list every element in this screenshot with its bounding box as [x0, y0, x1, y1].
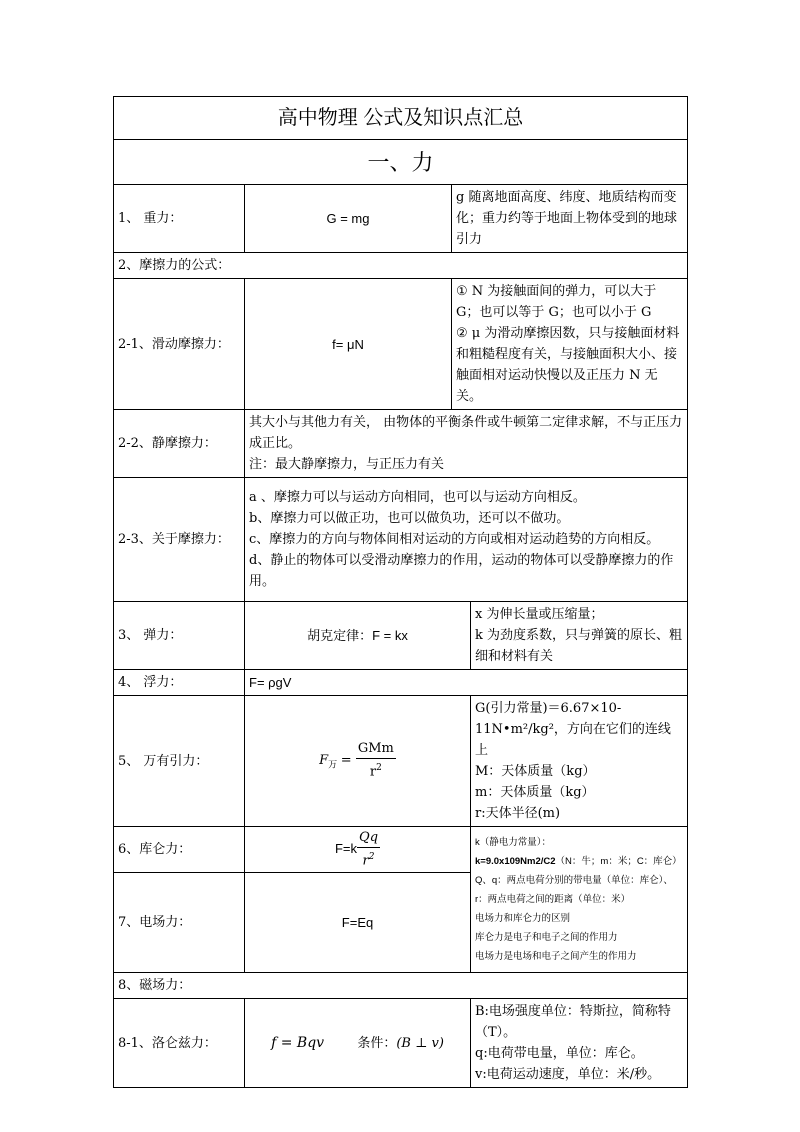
coulomb-numerator: Qq: [357, 829, 380, 848]
gravitation-note-2: M：天体质量（kg）: [475, 764, 596, 779]
lorentz-formula: [245, 999, 471, 1088]
coulomb-note-7: 电场力是电场和电子之间产生的作用力: [475, 951, 637, 963]
static-line-2: 注：最大静摩擦力，与正压力有关: [249, 457, 445, 472]
lorentz-notes: [471, 999, 688, 1088]
lorentz-condition-label: 条件：: [357, 1036, 397, 1052]
coulomb-fraction: [357, 829, 380, 870]
about-friction-text: [245, 478, 688, 602]
gravitation-note-1: G(引力常量)＝6.67×10-11N•m²/kg²，方向在它们的连线上: [475, 701, 671, 758]
about-line-c: c、摩擦力的方向与物体间相对运动的方向或相对运动趋势的方向相反。: [249, 532, 660, 547]
gravitation-fraction: [356, 740, 396, 781]
gravitation-note-3: m：天体质量（kg）: [475, 785, 595, 800]
formula-sheet: [113, 96, 687, 1088]
coulomb-electric-notes: [471, 827, 688, 973]
sliding-friction-label: 2-1、滑动摩擦力：: [114, 279, 245, 410]
lorentz-equation: f = Bqv: [271, 1035, 325, 1052]
about-line-a: a 、摩擦力可以与运动方向相同，也可以与运动方向相反。: [249, 490, 586, 505]
friction-header: 2、摩擦力的公式：: [114, 253, 688, 279]
gravitation-notes: [471, 696, 688, 827]
gravitation-numerator: GMm: [356, 740, 396, 759]
gravity-formula: G = mg: [245, 185, 452, 253]
coulomb-label: 6、库仑力：: [114, 827, 245, 873]
magnetic-header: 8、磁场力：: [114, 973, 688, 999]
gravity-note: g 随离地面高度、纬度、地质结构而变化；重力约等于地面上物体受到的地球引力: [452, 185, 688, 253]
formula-table: [113, 96, 688, 1088]
lorentz-condition: (B ⊥ v): [396, 1036, 444, 1052]
gravitation-denominator: $r^2$: [369, 763, 382, 780]
lorentz-note-3: v:电荷运动速度，单位：米/秒。: [475, 1067, 661, 1083]
about-line-d: d、静止的物体可以受滑动摩擦力的作用，运动的物体可以受静摩擦力的作用。: [249, 553, 674, 589]
buoyancy-formula: F= ρgV: [245, 670, 688, 696]
lorentz-note-1: B:电场强度单位：特斯拉，简称特（T）。: [475, 1004, 671, 1041]
gravitation-label: 5、 万有引力：: [114, 696, 245, 827]
about-line-b: b、摩擦力可以做正功，也可以做负功，还可以不做功。: [249, 511, 570, 526]
about-friction-label: 2-3、关于摩擦力：: [114, 478, 245, 602]
coulomb-note-6: 库仑力是电子和电子之间的作用力: [475, 932, 618, 944]
static-line-1: 其大小与其他力有关， 由物体的平衡条件或牛顿第二定律求解，不与正压力成正比。: [249, 415, 683, 451]
elastic-note-1: x 为伸长量或压缩量；: [475, 607, 604, 622]
sliding-note-2: ② μ 为滑动摩擦因数，只与接触面材料和粗糙程度有关，与接触面积大小、接触面相对运动快慢以及正压力 N 无关。: [456, 326, 680, 404]
coulomb-note-5: 电场力和库仑力的区别: [475, 913, 571, 925]
coulomb-note-2: k=9.0x109Nm2/C2（N：牛；m：米；C：库仑）: [475, 856, 682, 868]
coulomb-note-3: Q、q：两点电荷分别的带电量（单位：库仑）、: [475, 875, 673, 887]
elastic-formula: 胡克定律：F = kx: [245, 602, 471, 670]
static-friction-label: 2-2、静摩擦力：: [114, 410, 245, 478]
section-heading: 一、力: [114, 140, 688, 185]
gravitation-formula: $F_万$ = $\frac{\text{GMm}}{r^2}$: [245, 696, 471, 827]
lorentz-label: 8-1、洛仑兹力：: [114, 999, 245, 1088]
coulomb-note-4: r：两点电荷之间的距离（单位：米）: [475, 894, 631, 906]
buoyancy-label: 4、 浮力：: [114, 670, 245, 696]
coulomb-formula: [245, 827, 471, 873]
coulomb-denominator: $r^2$: [362, 852, 375, 869]
gravity-label: 1、 重力：: [114, 185, 245, 253]
coulomb-note-1: k（静电力常量）：: [475, 837, 552, 849]
coulomb-prefix: F=k: [334, 841, 358, 857]
gravitation-subscript: 万: [328, 760, 338, 771]
electric-formula: F=Eq: [245, 873, 471, 973]
sliding-note-1: ① N 为接触面间的弹力，可以大于 G；也可以等于 G；也可以小于 G: [456, 284, 657, 320]
elastic-note-2: k 为劲度系数，只与弹簧的原长、粗细和材料有关: [475, 628, 683, 664]
lorentz-note-2: q:电荷带电量，单位：库仑。: [475, 1046, 644, 1062]
sliding-friction-formula: f= μN: [245, 279, 452, 410]
static-friction-text: [245, 410, 688, 478]
elastic-label: 3、 弹力：: [114, 602, 245, 670]
sliding-friction-notes: [452, 279, 688, 410]
gravitation-note-4: r:天体半径(m): [475, 806, 561, 821]
page-title: 高中物理 公式及知识点汇总: [114, 97, 688, 140]
elastic-notes: [471, 602, 688, 670]
electric-label: 7、电场力：: [114, 873, 245, 973]
gravitation-lhs: F: [319, 753, 329, 769]
